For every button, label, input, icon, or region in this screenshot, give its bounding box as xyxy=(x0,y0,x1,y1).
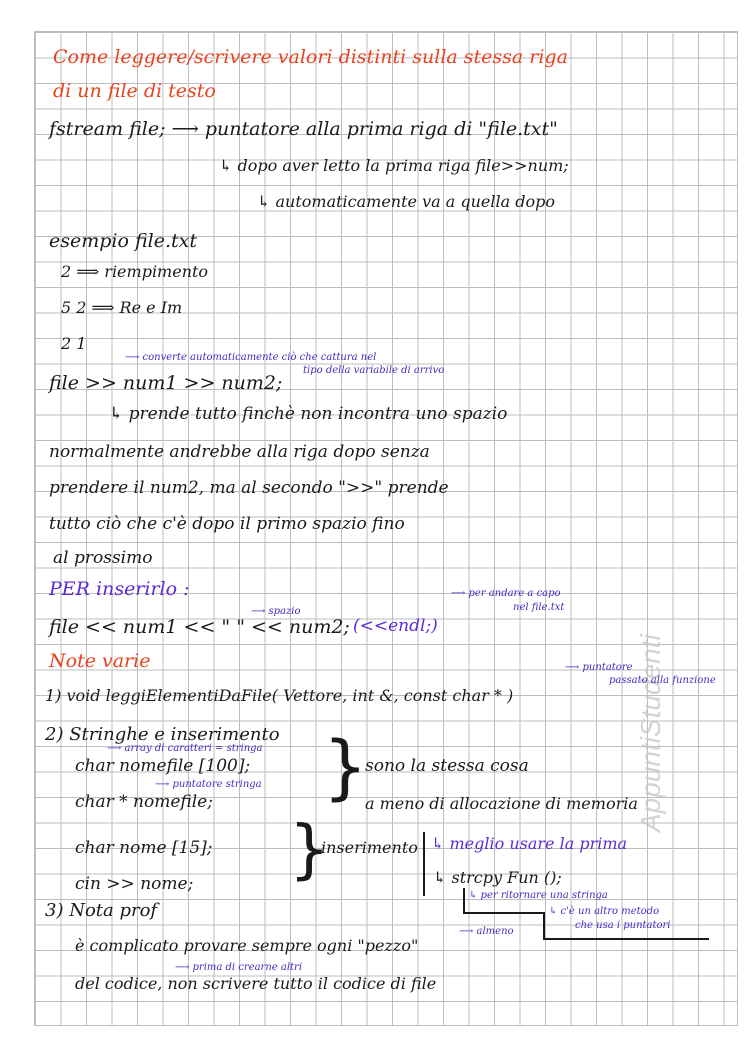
note-array: ⟶ array di caratteri = stringa xyxy=(107,743,263,754)
read-code: file >> num1 >> num2; xyxy=(49,372,283,394)
note-prima-di: ⟶ prima di crearne altri xyxy=(175,962,303,973)
tutto-line: tutto ciò che c'è dopo il primo spazio fino xyxy=(49,514,405,534)
meglio-line: ↳ meglio usare la prima xyxy=(431,834,628,853)
ritornare-line: ↳ per ritornare una stringa xyxy=(469,890,608,901)
box-lower-edge xyxy=(543,938,709,940)
strcpy-line: ↳ strcpy Fun (); xyxy=(433,868,562,887)
example-row-2: 5 2 ⟹ Re e Im xyxy=(61,298,183,317)
title-line-2: di un file di testo xyxy=(53,80,216,102)
box-bottom-edge xyxy=(463,912,543,914)
prendere-line: prendere il num2, ma al secondo ">>" prende xyxy=(49,478,449,498)
takes-line: ↳ prende tutto finchè non incontra uno spazio xyxy=(109,404,508,424)
normal-line: normalmente andrebbe alla riga dopo senza xyxy=(49,442,430,462)
box-inner-edge xyxy=(543,912,545,938)
note-3: 3) Nota prof xyxy=(45,900,158,921)
per-label: PER inserirlo : xyxy=(49,578,190,600)
codice-line: del codice, non scrivere tutto il codice di file xyxy=(75,974,437,993)
write-code: file << num1 << " " << num2; xyxy=(49,616,350,638)
note-passato: passato alla funzione xyxy=(609,675,716,686)
cin-line: cin >> nome; xyxy=(75,874,194,894)
grid-sheet xyxy=(34,31,738,1026)
char-nome-line: char nome [15]; xyxy=(75,838,213,858)
note-almeno: ⟶ almeno xyxy=(459,926,514,937)
watermark: AppuntiStudenti xyxy=(635,634,666,832)
puntatori-line: che usa i puntatori xyxy=(575,920,671,931)
same-thing: sono la stessa cosa xyxy=(365,756,529,776)
note-andare-capo: ⟶ per andare a capo xyxy=(451,588,561,599)
note-converte: ⟶ converte automaticamente ciò che cattura nel xyxy=(125,352,377,363)
write-code-endl: (<<endl;) xyxy=(353,616,438,636)
note-nel-file: nel file.txt xyxy=(513,602,565,613)
char-array-line: char nomefile [100]; xyxy=(75,756,251,776)
notes-heading: Note varie xyxy=(49,650,151,672)
auto-line: ↳ automaticamente va a quella dopo xyxy=(257,192,555,211)
altro-metodo-line: ↳ c'è un altro metodo xyxy=(549,906,660,917)
memoria-line: a meno di allocazione di memoria xyxy=(365,794,638,813)
note-puntatore: ⟶ puntatore xyxy=(565,662,633,673)
note-2: 2) Stringhe e inserimento xyxy=(45,724,280,745)
fstream-line: fstream file; ⟶ puntatore alla prima riga di "file.txt" xyxy=(49,118,558,140)
brace-1: } xyxy=(323,726,368,808)
complicato-line: è complicato provare sempre ogni "pezzo" xyxy=(75,936,419,955)
example-label: esempio file.txt xyxy=(49,230,197,252)
divider-vertical xyxy=(423,832,425,896)
after-read-line: ↳ dopo aver letto la prima riga file>>num; xyxy=(219,156,569,175)
note-tipo: tipo della variabile di arrivo xyxy=(303,365,445,376)
note-1: 1) void leggiElementiDaFile( Vettore, int &, const char * ) xyxy=(45,686,514,705)
example-row-3: 2 1 xyxy=(61,334,87,353)
inserimento-label: inserimento xyxy=(321,838,418,857)
char-pointer-line: char * nomefile; xyxy=(75,792,213,812)
brace-2: } xyxy=(289,813,330,887)
note-spazio: ⟶ spazio xyxy=(251,606,301,617)
note-puntatore-stringa: ⟶ puntatore stringa xyxy=(155,779,262,790)
title-line-1: Come leggere/scrivere valori distinti sulla stessa riga xyxy=(53,46,568,68)
prossimo-line: al prossimo xyxy=(53,548,153,568)
example-row-1: 2 ⟹ riempimento xyxy=(61,262,209,281)
box-left-edge xyxy=(463,888,465,912)
